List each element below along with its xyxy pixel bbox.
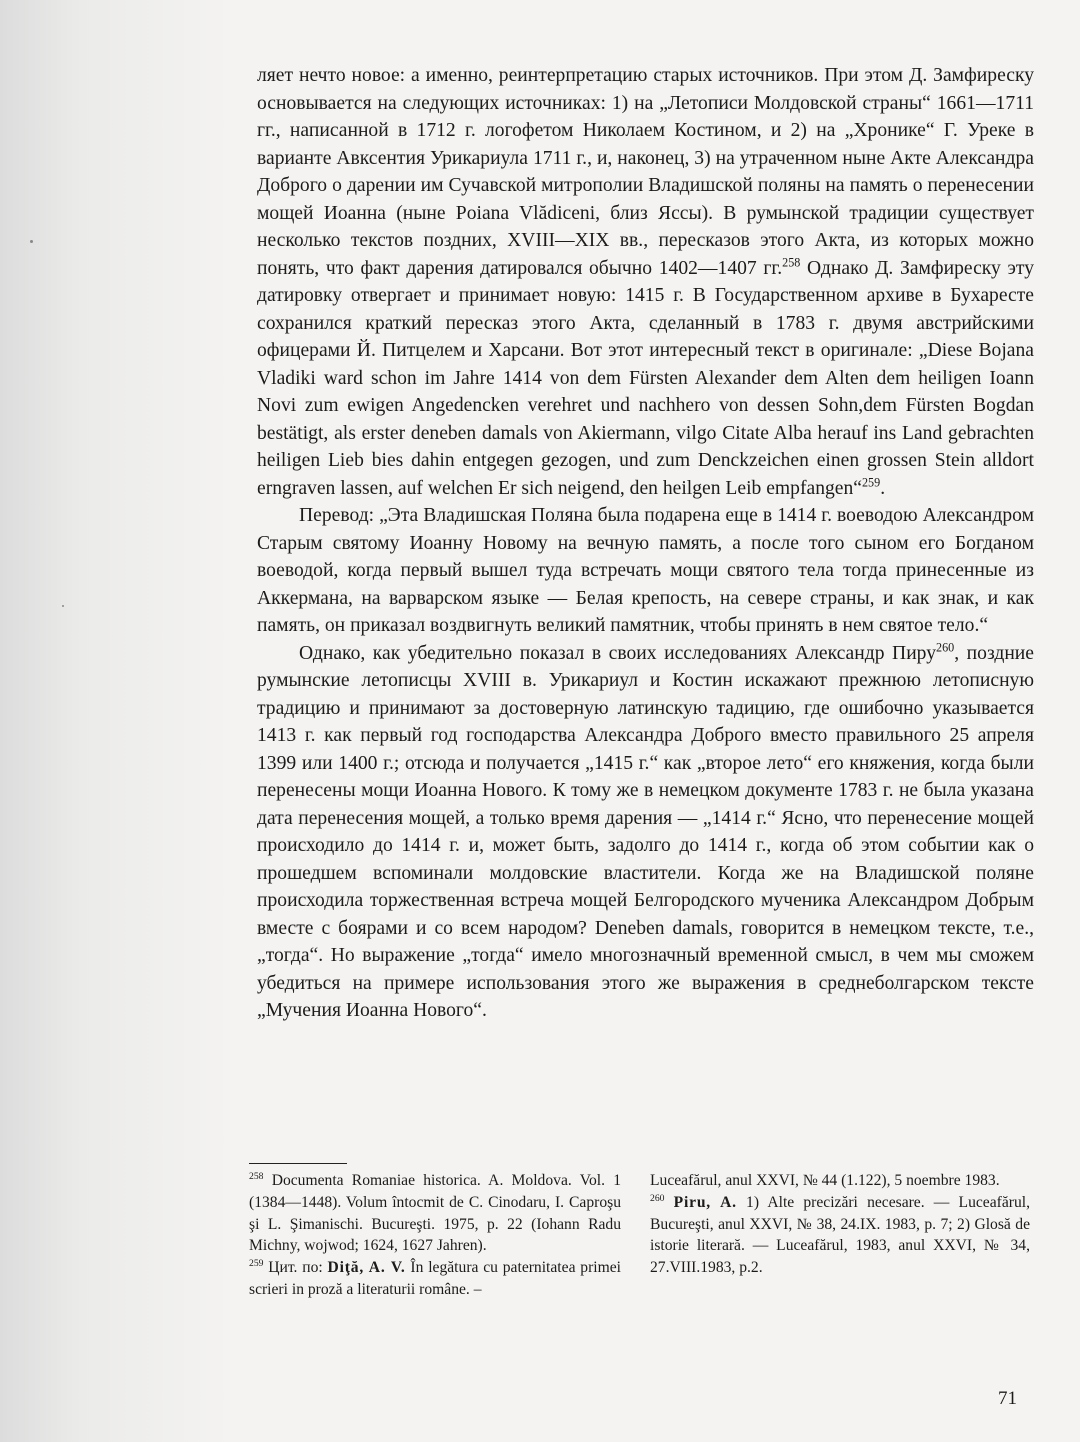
- footnote: [249, 1170, 621, 1257]
- text-run: Luceafărul, anul XXVI, № 44 (1.122), 5 noembre 1983.: [650, 1172, 1000, 1189]
- footnote-ref: 260: [936, 639, 955, 654]
- footnotes-right-column: [650, 1170, 1030, 1279]
- text-run: Цит. по:: [263, 1259, 328, 1277]
- binding-gutter-shadow: [0, 0, 230, 1442]
- main-text: [257, 62, 1034, 1025]
- footnote-ref: 259: [861, 474, 881, 489]
- text-run: , поздние румынские летописцы XVIII в. Урикариул и Костин искажают прежнюю летописную традицию и принимают за достоверную латинскую тадицию, где ошибочно указывается 1413 г. как первый год господарства Александра Доброго вместо правильного 25 апреля 1399 или 1400 г.; отсюда и получается „1415 г.“ как „второе лето“ его княжения, когда были перенесены мощи Иоанна Нового. К тому же в немецком документе 1783 г. не была указана дата перенесения мощей, а только время дарения — „1414 г.“ Ясно, что перенесение мощей происходило до 1414 г. и, может быть, задолго до 1414 г., когда об этом событии как о прошедшем вспоминали молдовские властители. Когда же на Владишской поляне происходила торжественная встреча мощей Белгородского мученика Александром Добрым вместе с боярами и со всем народом? Deneben damals, говорится в немецком тексте, т.е., „тогда“. Но выражение „тогда“ имело многозначный временной смысл, в чем мы сможем убедиться на примере использования этого же выражения в среднеболгарском тексте „Мучения Иоанна Нового“.: [257, 642, 1034, 1021]
- scan-speck: [62, 605, 64, 607]
- text-run: Однако, как убедительно показал в своих исследованиях Александр Пиру: [299, 642, 937, 664]
- text-run: În legătura cu paternitatea primei scrieri in proză a literaturii române. –: [249, 1259, 621, 1298]
- paragraph: [257, 640, 1034, 1025]
- footnote-ref: 259: [249, 1258, 264, 1269]
- text-run: Перевод: „Эта Владишская Поляна была подарена еще в 1414 г. воеводою Александром Старым святому Иоанну Новому на вечную память, а после того сыном его Богданом воеводой, когда первый вышел туда встречать мощи святого тела тогда принесенные из Аккермана, на варварском языке — Белая крепость, на севере страны, и как знак, и как память, он приказал воздвигнуть великий памятник, чтобы принять в нем святое тело.“: [257, 505, 1034, 636]
- footnote-ref: 258: [249, 1170, 264, 1182]
- footnote: [650, 1192, 1030, 1279]
- footnote: [650, 1170, 1030, 1192]
- author-name: Piru, A.: [673, 1193, 737, 1211]
- footnote-ref: 258: [782, 254, 801, 269]
- text-run: ляет нечто новое: а именно, реинтерпретацию старых источников. При этом Д. Замфиреску основывается на следующих источниках: 1) на „Летописи Молдовской страны“ 1661—1711 гг., написанной в 1712 г. логофетом Николаем Костином, и 2) на „Хронике“ Г. Уреке в варианте Авксентия Урикариула 1711 г., и, наконец, 3) на утраченном ныне Акте Александра Доброго о дарении им Сучавской митрополии Владишской поляны на память о перенесении мощей Иоанна (ныне Poiana Vlădiceni, близ Яссы). В румынской традиции существует несколько текстов поздних, XVIII—XIX вв., пересказов этого Акта, из которых можно понять, что факт дарения датировался обычно 1402—1407 гг.: [257, 65, 1034, 279]
- author-name: Diţă, A. V.: [327, 1259, 406, 1277]
- footnote-rule: [249, 1163, 347, 1164]
- text-run: 1) Alte precizări necesare. — Luceafărul, Bucureşti, anul XXVI, № 38, 24.IX. 1983, p. 7; 2) Glosă de istorie literară. — Luceafărul, 1983, anul XXVI, № 34, 27.VIII.1983, p.2.: [650, 1193, 1030, 1277]
- text-run: Documenta Romaniae historica. A. Moldova. Vol. 1 (1384—1448). Volum întocmit de C. Cinodaru, I. Caproşu şi L. Şimanischi. Bucureşti. 1975, p. 22 (Iohann Radu Michny, wojwod; 1624, 1627 Jahren).: [249, 1172, 621, 1255]
- page-number: 71: [998, 1388, 1017, 1409]
- scan-speck: [30, 240, 33, 243]
- text-run: .: [880, 477, 886, 499]
- footnotes-left-column: [249, 1170, 621, 1301]
- text-run: [664, 1194, 673, 1211]
- footnote-ref: 260: [650, 1192, 665, 1204]
- paragraph: [257, 62, 1034, 502]
- paragraph: [257, 502, 1034, 640]
- footnote: [249, 1257, 621, 1301]
- text-run: Однако Д. Замфиреску эту датировку отвергает и принимает новую: 1415 г. В Государственном архиве в Бухаресте сохранился краткий пересказ этого Акта, сделанный в 1783 г. двумя австрийскими офицерами Й. Питцелем и Харсани. Вот этот интересный текст в оригинале: „Diese Bojana Vladiki ward schon im Jahre 1414 von dem Fürsten Alexander dem Alten dem heiligen Ioann Novi zum ewigen Angedencken verehret und nachhero von dessen Sohn,dem Fürsten Bogdan bestätigt, als erster deneben damals von Akiermann, vilgo Citate Alba herauf ins Land gebrachten heiligen Lieb bies dahin entgegen gezogen, und zum Denckzeichen einen grossen Stein alldort erngraven lassen, auf welchen Er sich neigend, den heilgen Leib empfangen“: [257, 257, 1034, 499]
